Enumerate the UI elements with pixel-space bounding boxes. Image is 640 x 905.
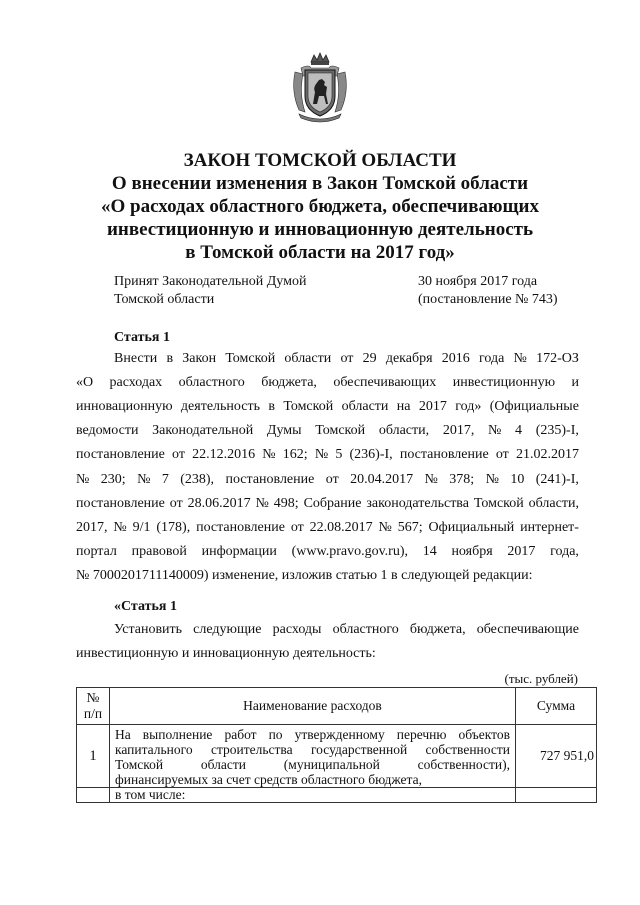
- paragraph-line: ведомости Законодательной Думы Томской области, 2017, № 4 (235)-I,: [76, 423, 579, 439]
- table-row: [77, 725, 597, 788]
- paragraph-line: инвестиционную и инновационную деятельность:: [76, 646, 376, 661]
- coat-of-arms-emblem: [289, 52, 351, 124]
- law-subtitle-line-1: О внесении изменения в Закон Томской области: [111, 173, 529, 194]
- row-sum: [516, 788, 597, 803]
- paragraph-line: Установить следующие расходы областного бюджета, обеспечивающие: [114, 622, 579, 637]
- header-name: Наименование расходов: [110, 688, 516, 725]
- paragraph-line: «О расходах областного бюджета, обеспечивающих инвестиционную и: [76, 375, 579, 391]
- law-subtitle-line-2: «О расходах областного бюджета, обеспечивающих: [101, 196, 539, 217]
- paragraph-line: Внести в Закон Томской области от 29 декабря 2016 года № 172-ОЗ: [114, 351, 579, 366]
- paragraph-line: постановление от 22.12.2016 № 162; № 5 (236)-I, постановление от 21.02.2017: [76, 447, 579, 463]
- paragraph-line: инновационную деятельность в Томской области на 2017 год» (Официальные: [76, 399, 579, 415]
- article-1-heading: Статья 1: [114, 330, 170, 345]
- row-name: в том числе:: [110, 788, 516, 803]
- adopted-date-line: (постановление № 743): [418, 292, 558, 307]
- header-sum: Сумма: [516, 688, 597, 725]
- adopted-by-line: Принят Законодательной Думой: [114, 274, 307, 289]
- paragraph-line: № 230; № 7 (238), постановление от 20.04.2017 № 378; № 10 (241)-I,: [76, 471, 579, 487]
- adopted-date-line: 30 ноября 2017 года: [418, 274, 538, 289]
- paragraph-line: 2017, № 9/1 (178), постановление от 22.08.2017 № 567; Официальный интернет-: [76, 519, 579, 535]
- adopted-by-line: Томской области: [114, 292, 215, 307]
- new-article-heading: «Статья 1: [114, 599, 177, 614]
- table-unit-label: (тыс. рублей): [504, 671, 578, 686]
- row-number: 1: [77, 725, 110, 788]
- adopted-by: [114, 273, 306, 309]
- table-row: [77, 788, 597, 803]
- adopted-date: [418, 273, 558, 309]
- header-number: № п/п: [77, 688, 110, 725]
- expenses-table: [76, 687, 597, 803]
- row-name: На выполнение работ по утвержденному перечню объектов капитального строительства государственной собственности Томской области (муниципальной собственности), финансируемых за счет средств областного бюджета,: [110, 725, 516, 788]
- paragraph-line: № 7000201711140009) изменение, изложив статью 1 в следующей редакции:: [76, 567, 533, 583]
- paragraph-line: портал правовой информации (www.pravo.gov.ru), 14 ноября 2017 года,: [76, 543, 579, 559]
- row-number: [77, 788, 110, 803]
- table-header-row: [77, 688, 597, 725]
- law-subtitle-line-3: инвестиционную и инновационную деятельность: [106, 219, 534, 240]
- row-sum: 727 951,0: [516, 725, 597, 788]
- paragraph-line: постановление от 28.06.2017 № 498; Собрание законодательства Томской области,: [76, 495, 579, 511]
- law-subtitle-line-4: в Томской области на 2017 год»: [185, 242, 455, 263]
- law-title: ЗАКОН ТОМСКОЙ ОБЛАСТИ: [183, 150, 457, 171]
